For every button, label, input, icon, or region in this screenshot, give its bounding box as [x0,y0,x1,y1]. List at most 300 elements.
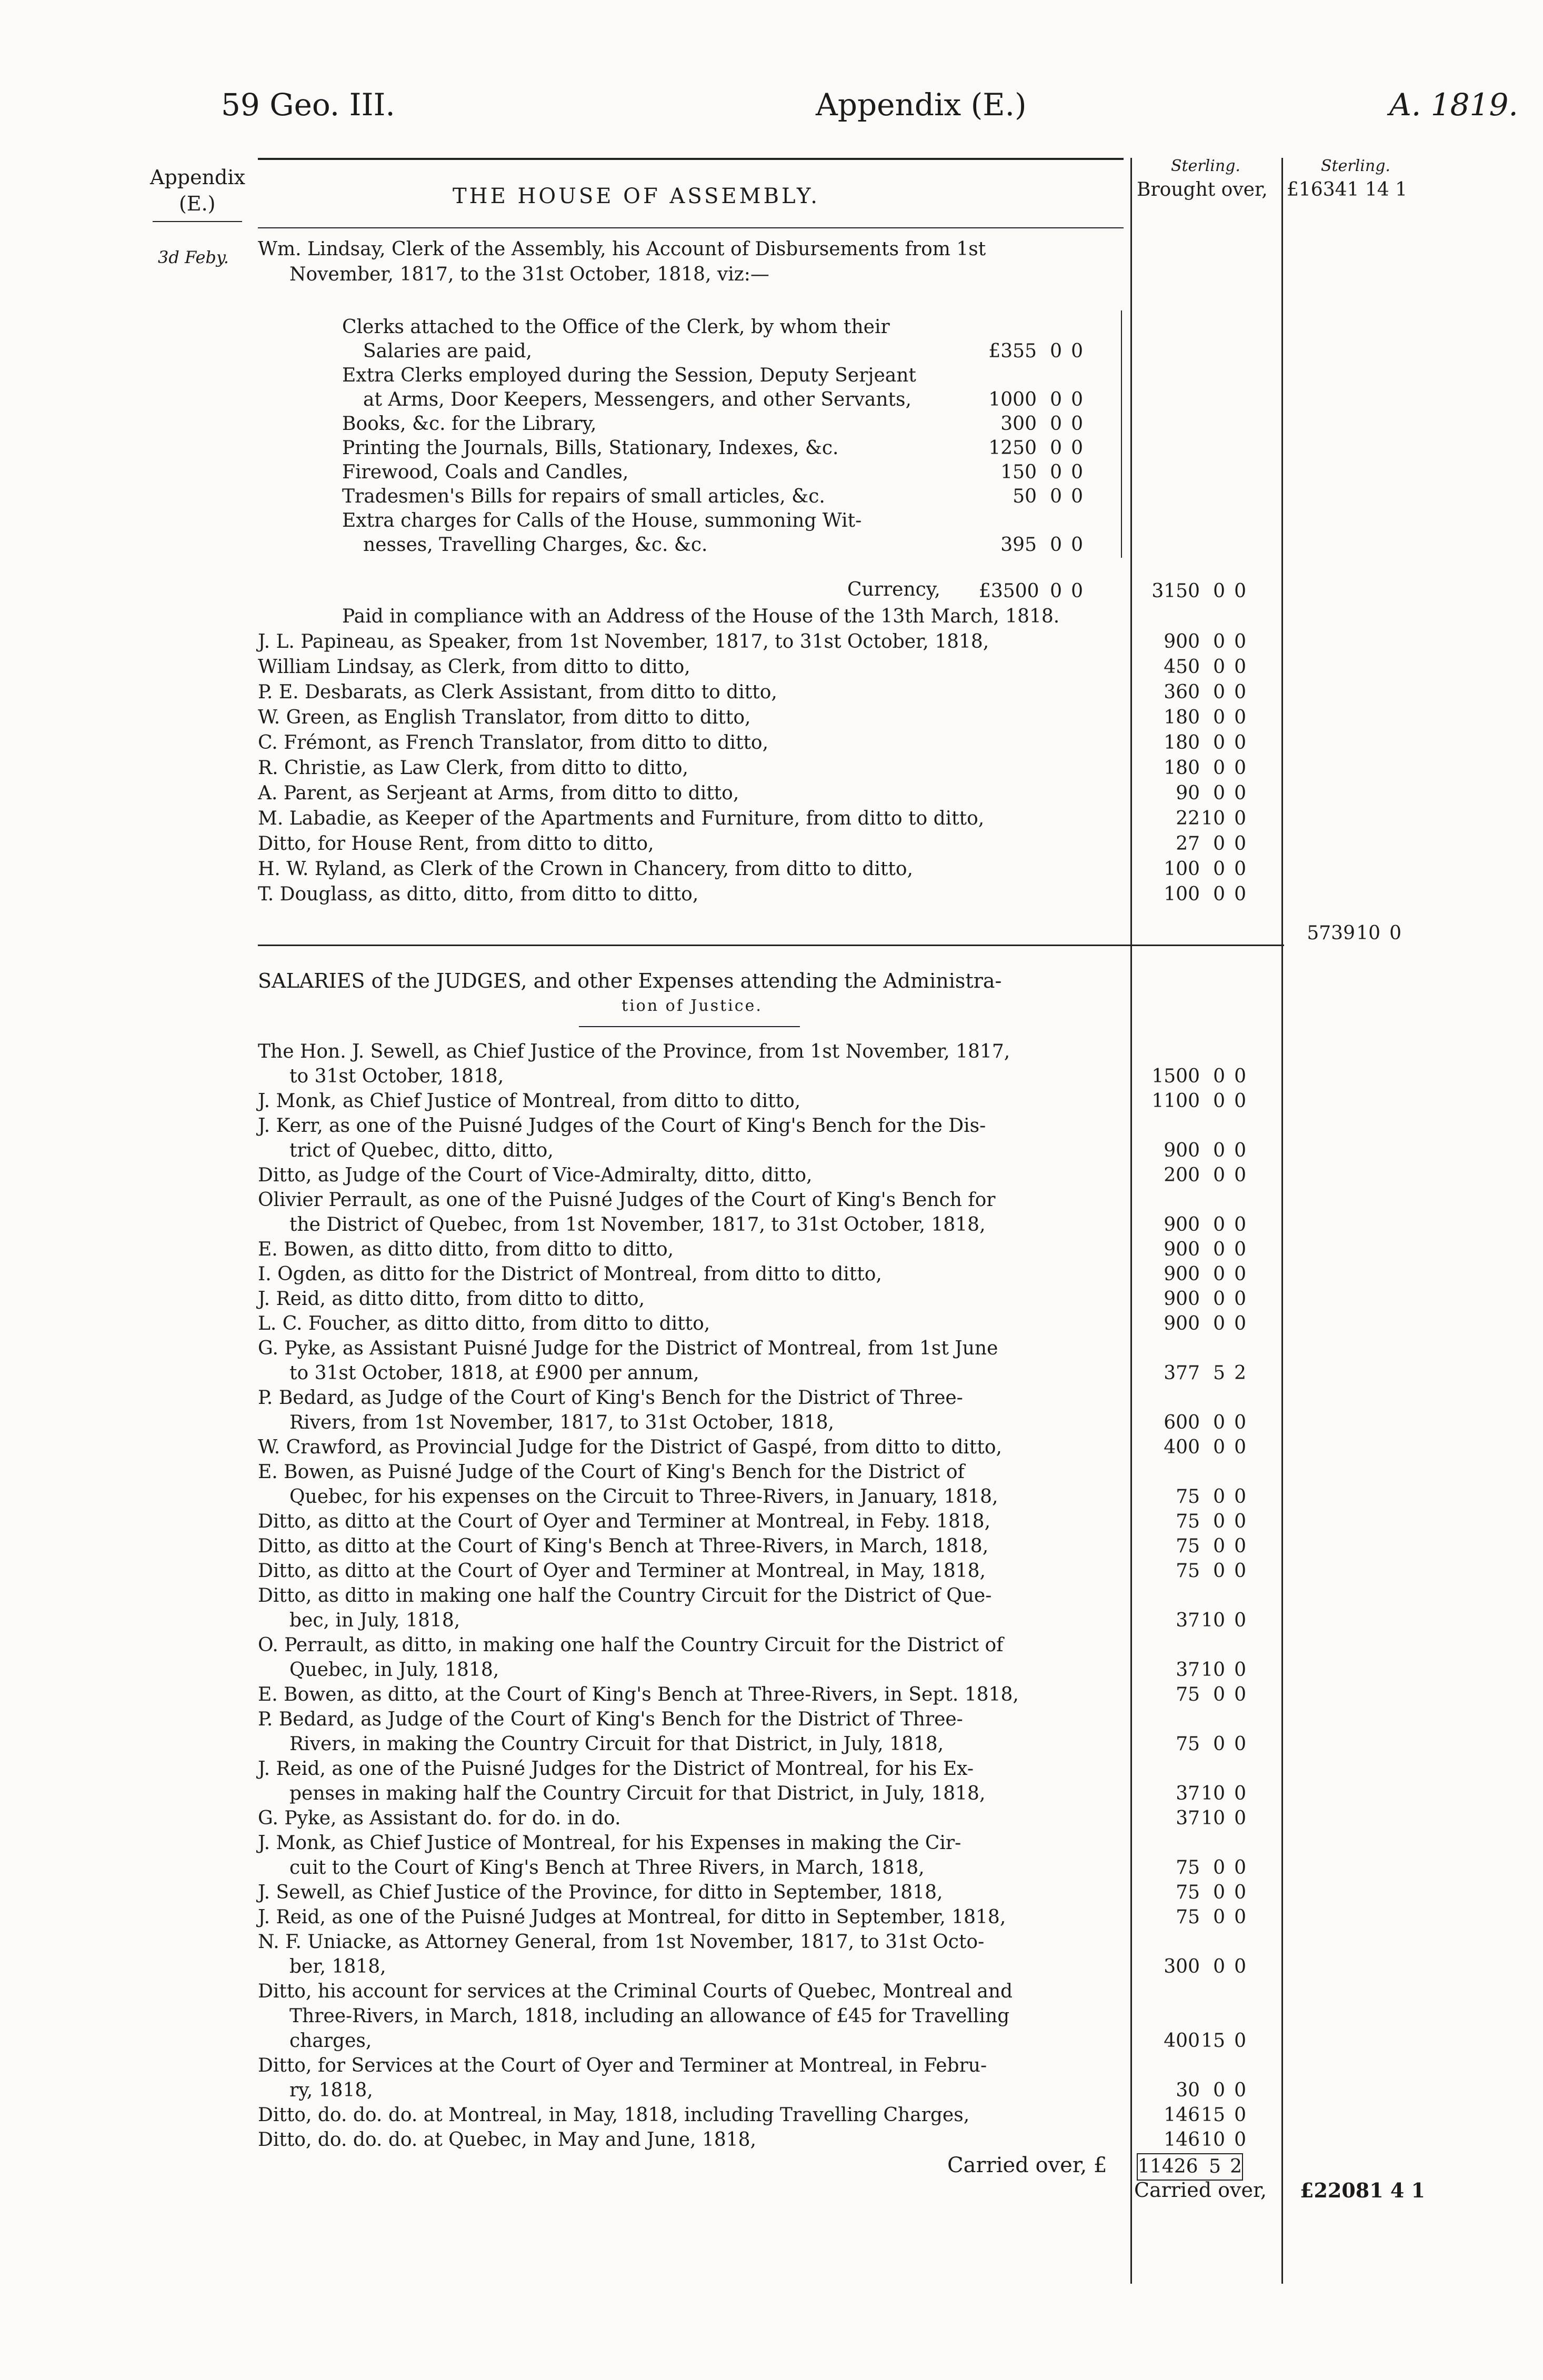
salary-amount-3 [1142,705,1246,730]
assembly-item-amount-2-p: 0 [1071,413,1083,435]
assembly-item-amount-4-p: 0 [1071,461,1083,483]
judges-amount-9-s: 5 [1213,1362,1225,1384]
address-line: Paid in compliance with an Address of the House of the 13th March, 1818. [342,606,1060,627]
judges-amount-21 [1142,1806,1246,1831]
salary-row-2: P. E. Desbarats, as Clerk Assistant, from ditto to ditto, [258,681,777,703]
judges-amount-22-l: 75 [1176,1857,1200,1879]
judges-amount-20-s: 10 [1201,1783,1225,1804]
sidebar-appendix: Appendix [150,166,245,189]
judges-amount-10 [1142,1410,1246,1435]
assembly-item-1: Extra Clerks employed during the Session, Deputy Serjeant [342,365,916,386]
judges-amount-14-s: 0 [1213,1535,1225,1557]
judges-amount-24-l: 75 [1176,1906,1200,1928]
assembly-item-amount-6-l: 395 [1000,534,1037,556]
salary-amount-8 [1142,831,1246,857]
judges-amount-7 [1142,1287,1246,1312]
judges-amount-11 [1142,1435,1246,1460]
judges-amount-14-l: 75 [1176,1535,1200,1557]
judges-amount-19-l: 75 [1176,1733,1200,1755]
salary-amount-5-l: 180 [1164,757,1200,779]
judges-row-cont-25: ber, 1818, [289,1956,386,1977]
judges-amount-28 [1142,2103,1246,2128]
salary-amount-7-s: 10 [1201,808,1225,829]
judges-amount-26-s: 15 [1201,2030,1225,2052]
judges-amount-5-p: 0 [1234,1239,1246,1260]
judges-amount-18 [1142,1682,1246,1708]
assembly-item-cont-6: nesses, Travelling Charges, &c. &c. [363,534,708,556]
judges-amount-21-s: 10 [1201,1807,1225,1829]
carried-over-amount [1137,2153,1243,2181]
footer-carried-label: Carried over, [1134,2178,1267,2202]
assembly-item-0: Clerks attached to the Office of the Clerk, by whom their [342,316,890,338]
judges-row-13: Ditto, as ditto at the Court of Oyer and Terminer at Montreal, in Feby. 1818, [258,1511,991,1532]
judges-row-cont-12: Quebec, for his expenses on the Circuit to Three-Rivers, in January, 1818, [289,1486,998,1508]
salary-amount-4-p: 0 [1234,732,1246,754]
judges-row-cont-4: the District of Quebec, from 1st November, 1817, to 31st October, 1818, [289,1214,986,1236]
judges-row-7: J. Reid, as ditto ditto, from ditto to ditto, [258,1288,645,1310]
judges-row-18: E. Bowen, as ditto, at the Court of King's Bench at Three-Rivers, in Sept. 1818, [258,1684,1019,1705]
judges-amount-11-l: 400 [1164,1437,1200,1458]
salary-row-4: C. Frémont, as French Translator, from ditto to ditto, [258,732,769,754]
assembly-item-amount-1-l: 1000 [988,389,1037,410]
carried-over-shillings: 5 [1209,2156,1221,2177]
salary-amount-2-s: 0 [1213,681,1225,703]
currency-sterling-shillings: 0 [1213,580,1225,602]
judges-amount-2-s: 0 [1213,1140,1225,1161]
judges-row-9: G. Pyke, as Assistant Puisné Judge for the District of Montreal, from 1st June [258,1338,998,1359]
salary-amount-1-s: 0 [1213,656,1225,678]
salary-amount-7-l: 22 [1176,808,1200,829]
judges-amount-0-p: 0 [1234,1066,1246,1087]
salary-amount-10-p: 0 [1234,883,1246,905]
assembly-item-amount-4-s: 0 [1050,461,1062,483]
judges-title-line1: SALARIES of the JUDGES, and other Expenses attending the Administra- [258,969,1002,992]
salary-amount-2-p: 0 [1234,681,1246,703]
assembly-item-amount-3 [979,436,1083,461]
judges-amount-8-l: 900 [1164,1313,1200,1334]
judges-amount-12-s: 0 [1213,1486,1225,1508]
judges-amount-17-l: 37 [1176,1659,1200,1681]
judges-amount-15-p: 0 [1234,1560,1246,1582]
judges-row-cont-19: Rivers, in making the Country Circuit for that District, in July, 1818, [289,1733,944,1755]
judges-amount-5-l: 900 [1164,1239,1200,1260]
assembly-item-amount-2-l: 300 [1000,413,1037,435]
judges-amount-17-s: 10 [1201,1659,1225,1681]
judges-amount-22-p: 0 [1234,1857,1246,1879]
judges-amount-6-p: 0 [1234,1263,1246,1285]
judges-amount-2 [1142,1138,1246,1163]
judges-amount-9-l: 377 [1164,1362,1200,1384]
currency-sterling-pounds: 3150 [1151,580,1200,602]
salary-amount-8-p: 0 [1234,833,1246,855]
salary-amount-9-l: 100 [1164,858,1200,880]
judges-amount-10-s: 0 [1213,1412,1225,1433]
judges-amount-25-l: 300 [1164,1956,1200,1977]
judges-amount-18-p: 0 [1234,1684,1246,1705]
judges-amount-14-p: 0 [1234,1535,1246,1557]
brought-over-label: Brought over, [1137,179,1268,200]
judges-amount-20 [1142,1781,1246,1806]
header-appendix: Appendix (E.) [816,87,1027,123]
assembly-item-amount-3-s: 0 [1050,437,1062,459]
assembly-total-pence: 0 [1389,922,1401,944]
judges-row-16: Ditto, as ditto in making one half the Country Circuit for the District of Que- [258,1585,992,1606]
assembly-item-amount-6-p: 0 [1071,534,1083,556]
judges-amount-12 [1142,1484,1246,1510]
judges-amount-26 [1142,2028,1246,2054]
currency-sterling [1142,579,1246,604]
judges-amount-25-p: 0 [1234,1956,1246,1977]
salary-row-3: W. Green, as English Translator, from ditto to ditto, [258,707,751,728]
salary-amount-10 [1142,882,1246,907]
judges-amount-6 [1142,1262,1246,1287]
assembly-item-amount-3-l: 1250 [988,437,1037,459]
brought-over-amount: £16341 14 1 [1287,179,1408,200]
judges-amount-23-l: 75 [1176,1882,1200,1903]
salary-amount-9 [1142,857,1246,882]
judges-row-27: Ditto, for Services at the Court of Oyer and Terminer at Montreal, in Febru- [258,2055,987,2076]
currency-amount-shillings: 0 [1050,580,1062,602]
assembly-total [1297,921,1401,946]
judges-amount-24-s: 0 [1213,1906,1225,1928]
judges-amount-12-l: 75 [1176,1486,1200,1508]
judges-amount-25-s: 0 [1213,1956,1225,1977]
judges-amount-15-l: 75 [1176,1560,1200,1582]
judges-amount-8-p: 0 [1234,1313,1246,1334]
salary-amount-4-s: 0 [1213,732,1225,754]
judges-amount-15-s: 0 [1213,1560,1225,1582]
judges-amount-27 [1142,2078,1246,2103]
judges-title-rule [579,1026,800,1027]
salary-amount-9-s: 0 [1213,858,1225,880]
salary-amount-1 [1142,655,1246,680]
title-rule [258,227,1124,228]
assembly-item-amount-5-l: 50 [1013,486,1037,507]
judges-row-12: E. Bowen, as Puisné Judge of the Court of King's Bench for the District of [258,1461,965,1483]
salary-amount-8-s: 0 [1213,833,1225,855]
judges-row-cont-17: Quebec, in July, 1818, [289,1659,499,1681]
judges-row-15: Ditto, as ditto at the Court of Oyer and Terminer at Montreal, in May, 1818, [258,1560,986,1582]
judges-amount-5-s: 0 [1213,1239,1225,1260]
judges-row-cont-16: bec, in July, 1818, [289,1610,460,1631]
judges-amount-13 [1142,1509,1246,1534]
judges-row-29: Ditto, do. do. do. at Quebec, in May and June, 1818, [258,2129,757,2151]
judges-amount-17 [1142,1658,1246,1683]
judges-row-22: J. Monk, as Chief Justice of Montreal, for his Expenses in making the Cir- [258,1832,961,1854]
judges-amount-1-l: 1100 [1151,1090,1200,1112]
assembly-item-amount-0-p: 0 [1071,340,1083,362]
judges-amount-5 [1142,1237,1246,1262]
assembly-item-amount-5 [979,484,1083,509]
judges-amount-13-l: 75 [1176,1511,1200,1532]
judges-amount-13-p: 0 [1234,1511,1246,1532]
salary-amount-7 [1142,806,1246,831]
sidebar-rule [153,221,242,222]
sterling-heading-1: Sterling. [1171,157,1240,175]
judges-amount-18-l: 75 [1176,1684,1200,1705]
judges-row-24: J. Reid, as one of the Puisné Judges at Montreal, for ditto in September, 1818, [258,1906,1006,1928]
assembly-item-amount-6-s: 0 [1050,534,1062,556]
judges-amount-19-s: 0 [1213,1733,1225,1755]
judges-amount-23-s: 0 [1213,1882,1225,1903]
salary-amount-10-s: 0 [1213,883,1225,905]
salary-row-8: Ditto, for House Rent, from ditto to ditto, [258,833,654,855]
assembly-item-amount-0-s: 0 [1050,340,1062,362]
footer-carried-amount: £22081 4 1 [1300,2178,1425,2202]
assembly-item-5: Tradesmen's Bills for repairs of small articles, &c. [342,486,825,507]
assembly-item-amount-5-p: 0 [1071,486,1083,507]
judges-amount-0-l: 1500 [1151,1066,1200,1087]
salary-amount-1-l: 450 [1164,656,1200,678]
judges-amount-28-l: 146 [1164,2104,1200,2126]
judges-title-line2: tion of Justice. [622,997,763,1015]
salary-amount-4-l: 180 [1164,732,1200,754]
assembly-item-amount-4-l: 150 [1000,461,1037,483]
judges-amount-1-s: 0 [1213,1090,1225,1112]
judges-row-28: Ditto, do. do. do. at Montreal, in May, 1818, including Travelling Charges, [258,2104,970,2126]
judges-row-6: I. Ogden, as ditto for the District of Montreal, from ditto to ditto, [258,1263,882,1285]
judges-amount-28-p: 0 [1234,2104,1246,2126]
judges-amount-29-l: 146 [1164,2129,1200,2151]
judges-row-cont-10: Rivers, from 1st November, 1817, to 31st October, 1818, [289,1412,834,1433]
judges-amount-0 [1142,1064,1246,1089]
assembly-item-amount-0 [979,339,1083,364]
salary-amount-6-s: 0 [1213,782,1225,804]
judges-amount-16-l: 37 [1176,1610,1200,1631]
judges-amount-2-l: 900 [1164,1140,1200,1161]
judges-amount-29-s: 10 [1201,2129,1225,2151]
judges-amount-27-p: 0 [1234,2080,1246,2101]
judges-amount-14 [1142,1534,1246,1559]
assembly-item-amount-4 [979,460,1083,485]
salary-amount-8-l: 27 [1176,833,1200,855]
judges-row-17: O. Perrault, as ditto, in making one half the Country Circuit for the District of [258,1634,1004,1656]
judges-amount-15 [1142,1559,1246,1584]
judges-row-11: W. Crawford, as Provincial Judge for the District of Gaspé, from ditto to ditto, [258,1437,1002,1458]
salary-amount-0-l: 900 [1164,631,1200,652]
section-rule [258,945,1284,946]
judges-row-19: P. Bedard, as Judge of the Court of King's Bench for the District of Three- [258,1709,963,1730]
header-year: A. 1819. [1389,87,1518,123]
judges-amount-28-s: 15 [1201,2104,1225,2126]
salary-amount-3-s: 0 [1213,707,1225,728]
salary-amount-6-p: 0 [1234,782,1246,804]
assembly-item-2: Books, &c. for the Library, [342,413,597,435]
salary-amount-4 [1142,730,1246,756]
judges-amount-26-l: 400 [1164,2030,1200,2052]
judges-amount-13-s: 0 [1213,1511,1225,1532]
assembly-item-cont-0: Salaries are paid, [363,340,532,362]
judges-amount-19 [1142,1732,1246,1757]
assembly-title: THE HOUSE OF ASSEMBLY. [453,184,820,208]
salary-amount-2 [1142,680,1246,705]
judges-amount-11-s: 0 [1213,1437,1225,1458]
salary-row-1: William Lindsay, as Clerk, from ditto to ditto, [258,656,690,678]
judges-row-cont-9: to 31st October, 1818, at £900 per annum, [289,1362,699,1384]
judges-row-21: G. Pyke, as Assistant do. for do. in do. [258,1807,621,1829]
assembly-item-amount-0-l: £355 [988,340,1037,362]
judges-amount-4-l: 900 [1164,1214,1200,1236]
judges-row-4: Olivier Perrault, as one of the Puisné Judges of the Court of King's Bench for [258,1189,996,1211]
judges-amount-27-s: 0 [1213,2080,1225,2101]
salary-amount-6 [1142,781,1246,806]
judges-amount-7-l: 900 [1164,1288,1200,1310]
judges-row-20: J. Reid, as one of the Puisné Judges for the District of Montreal, for his Ex- [258,1758,974,1780]
salary-amount-2-l: 360 [1164,681,1200,703]
judges-amount-3-s: 0 [1213,1164,1225,1186]
judges-amount-9-p: 2 [1234,1362,1246,1384]
carried-over-label: Carried over, £ [947,2153,1107,2177]
judges-amount-22-s: 0 [1213,1857,1225,1879]
judges-amount-7-s: 0 [1213,1288,1225,1310]
carried-over-pounds: 11426 [1138,2156,1198,2177]
salary-row-0: J. L. Papineau, as Speaker, from 1st November, 1817, to 31st October, 1818, [258,631,989,652]
salary-amount-7-p: 0 [1234,808,1246,829]
judges-amount-26-p: 0 [1234,2030,1246,2052]
judges-amount-3-l: 200 [1164,1164,1200,1186]
judges-amount-3-p: 0 [1234,1164,1246,1186]
salary-amount-0 [1142,629,1246,655]
judges-amount-23-p: 0 [1234,1882,1246,1903]
salary-row-10: T. Douglass, as ditto, ditto, from ditto to ditto, [258,883,699,905]
salary-row-6: A. Parent, as Serjeant at Arms, from ditto to ditto, [258,782,739,804]
judges-amount-1-p: 0 [1234,1090,1246,1112]
assembly-item-amount-5-s: 0 [1050,486,1062,507]
judges-amount-10-p: 0 [1234,1412,1246,1433]
judges-amount-16 [1142,1608,1246,1633]
judges-amount-1 [1142,1089,1246,1114]
judges-amount-12-p: 0 [1234,1486,1246,1508]
judges-amount-17-p: 0 [1234,1659,1246,1681]
judges-amount-29-p: 0 [1234,2129,1246,2151]
salary-amount-3-l: 180 [1164,707,1200,728]
judges-amount-19-p: 0 [1234,1733,1246,1755]
judges-amount-8 [1142,1311,1246,1337]
judges-amount-23 [1142,1880,1246,1905]
judges-row-10: P. Bedard, as Judge of the Court of King's Bench for the District of Three- [258,1387,963,1409]
judges-row-3: Ditto, as Judge of the Court of Vice-Admiralty, ditto, ditto, [258,1164,813,1186]
assembly-item-amount-1-p: 0 [1071,389,1083,410]
salary-row-9: H. W. Ryland, as Clerk of the Crown in Chancery, from ditto to ditto, [258,858,913,880]
judges-row-cont-22: cuit to the Court of King's Bench at Three Rivers, in March, 1818, [289,1857,925,1879]
judges-row-25: N. F. Uniacke, as Attorney General, from 1st November, 1817, to 31st Octo- [258,1931,985,1953]
currency-amount-pence: 0 [1071,580,1083,602]
judges-row-cont-26: Three-Rivers, in March, 1818, including an allowance of £45 for Travelling [289,2005,1010,2027]
assembly-item-cont-1: at Arms, Door Keepers, Messengers, and other Servants, [363,389,911,410]
salary-amount-5-s: 0 [1213,757,1225,779]
judges-amount-18-s: 0 [1213,1684,1225,1705]
judges-amount-2-p: 0 [1234,1140,1246,1161]
salary-amount-6-l: 90 [1176,782,1200,804]
carried-over-pence: 2 [1230,2156,1242,2177]
judges-row-26: Ditto, his account for services at the Criminal Courts of Quebec, Montreal and [258,1981,1013,2002]
currency-amount-pounds: £3500 [979,580,1039,602]
salary-amount-5 [1142,756,1246,781]
top-rule [258,158,1124,160]
judges-amount-20-l: 37 [1176,1783,1200,1804]
judges-amount-0-s: 0 [1213,1066,1225,1087]
salary-amount-3-p: 0 [1234,707,1246,728]
assembly-item-amount-1-s: 0 [1050,389,1062,410]
judges-row-cont-0: to 31st October, 1818, [289,1066,504,1087]
judges-amount-21-p: 0 [1234,1807,1246,1829]
sidebar-appendix-letter: (E.) [179,192,216,215]
judges-amount-21-l: 37 [1176,1807,1200,1829]
assembly-item-6: Extra charges for Calls of the House, summoning Wit- [342,510,862,531]
judges-row-8: L. C. Foucher, as ditto ditto, from ditto to ditto, [258,1313,710,1334]
judges-amount-10-l: 600 [1164,1412,1200,1433]
salary-amount-0-p: 0 [1234,631,1246,652]
currency-label: Currency, [847,579,940,600]
assembly-item-amount-1 [979,387,1083,413]
header-session: 59 Geo. III. [221,87,395,123]
currency-sterling-pence: 0 [1234,580,1246,602]
judges-amount-25 [1142,1954,1246,1980]
judges-row-0: The Hon. J. Sewell, as Chief Justice of the Province, from 1st November, 1817, [258,1041,1010,1062]
salary-row-7: M. Labadie, as Keeper of the Apartments and Furniture, from ditto to ditto, [258,808,985,829]
judges-amount-27-l: 30 [1176,2080,1200,2101]
judges-amount-4 [1142,1212,1246,1238]
judges-amount-22 [1142,1855,1246,1881]
sterling-heading-2: Sterling. [1321,157,1390,175]
assembly-total-pounds: 5739 [1307,922,1355,944]
judges-amount-9 [1142,1361,1246,1386]
assembly-intro-line1: Wm. Lindsay, Clerk of the Assembly, his Account of Disbursements from 1st [258,238,986,260]
assembly-item-amount-3-p: 0 [1071,437,1083,459]
judges-amount-4-p: 0 [1234,1214,1246,1236]
column-rule-2 [1281,158,1283,2284]
judges-row-1: J. Monk, as Chief Justice of Montreal, from ditto to ditto, [258,1090,801,1112]
judges-amount-16-s: 10 [1201,1610,1225,1631]
salary-amount-1-p: 0 [1234,656,1246,678]
judges-amount-3 [1142,1163,1246,1188]
assembly-intro-line2: November, 1817, to the 31st October, 1818, viz:— [289,264,769,285]
assembly-item-4: Firewood, Coals and Candles, [342,461,629,483]
judges-row-14: Ditto, as ditto at the Court of King's Bench at Three-Rivers, in March, 1818, [258,1535,989,1557]
assembly-item-3: Printing the Journals, Bills, Stationary, Indexes, &c. [342,437,839,459]
assembly-item-amount-2 [979,411,1083,437]
assembly-item-amount-2-s: 0 [1050,413,1062,435]
judges-amount-11-p: 0 [1234,1437,1246,1458]
judges-row-2: J. Kerr, as one of the Puisné Judges of the Court of King's Bench for the Dis- [258,1115,986,1137]
judges-amount-16-p: 0 [1234,1610,1246,1631]
judges-amount-6-s: 0 [1213,1263,1225,1285]
salary-amount-5-p: 0 [1234,757,1246,779]
salary-amount-10-l: 100 [1164,883,1200,905]
salary-amount-9-p: 0 [1234,858,1246,880]
salary-amount-0-s: 0 [1213,631,1225,652]
assembly-total-shillings: 10 [1356,922,1380,944]
assembly-item-amount-6 [979,533,1083,558]
judges-row-cont-26: charges, [289,2030,372,2052]
judges-amount-29 [1142,2127,1246,2153]
judges-row-5: E. Bowen, as ditto ditto, from ditto to ditto, [258,1239,674,1260]
judges-amount-6-l: 900 [1164,1263,1200,1285]
judges-row-cont-27: ry, 1818, [289,2080,373,2101]
judges-row-cont-2: trict of Quebec, ditto, ditto, [289,1140,554,1161]
judges-row-cont-20: penses in making half the Country Circuit for that District, in July, 1818, [289,1783,986,1804]
sidebar-date: 3d Feby. [158,247,229,267]
judges-row-23: J. Sewell, as Chief Justice of the Province, for ditto in September, 1818, [258,1882,943,1903]
judges-amount-24 [1142,1905,1246,1930]
salary-row-5: R. Christie, as Law Clerk, from ditto to ditto, [258,757,688,779]
judges-amount-20-p: 0 [1234,1783,1246,1804]
judges-amount-4-s: 0 [1213,1214,1225,1236]
judges-amount-7-p: 0 [1234,1288,1246,1310]
currency-amount [979,579,1083,604]
judges-amount-24-p: 0 [1234,1906,1246,1928]
judges-amount-8-s: 0 [1213,1313,1225,1334]
